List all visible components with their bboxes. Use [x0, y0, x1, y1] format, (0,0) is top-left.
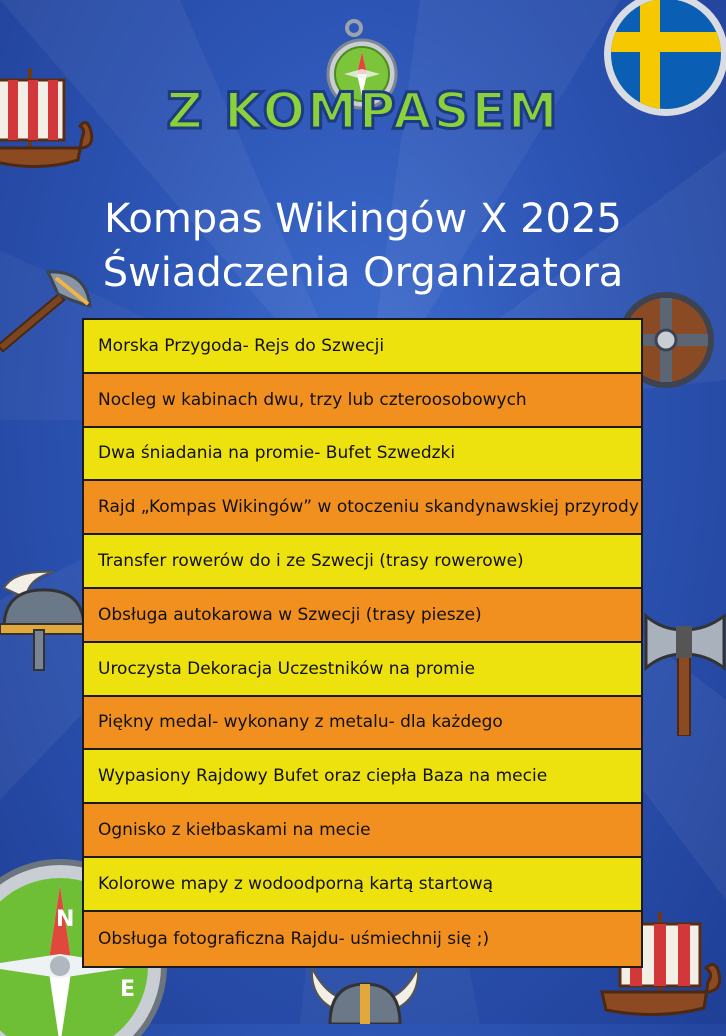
benefit-row: Kolorowe mapy z wodoodporną kartą startową — [84, 858, 641, 912]
benefit-row: Obsługa fotograficzna Rajdu- uśmiechnij się ;) — [84, 912, 641, 966]
page-subtitle: Świadczenia Organizatora — [102, 250, 624, 296]
benefit-row: Piękny medal- wykonany z metalu- dla każdego — [84, 697, 641, 751]
benefit-row: Transfer rowerów do i ze Szwecji (trasy rowerowe) — [84, 535, 641, 589]
benefit-row: Nocleg w kabinach dwu, trzy lub czteroosobowych — [84, 374, 641, 428]
benefit-row: Dwa śniadania na promie- Bufet Szwedzki — [84, 428, 641, 482]
compass-north-letter: N — [56, 907, 75, 932]
benefit-row: Obsługa autokarowa w Szwecji (trasy piesze) — [84, 589, 641, 643]
viking-helmet-icon — [0, 568, 84, 680]
logo — [0, 0, 726, 150]
benefit-row: Rajd „Kompas Wikingów” w otoczeniu skandynawskiej przyrody — [84, 481, 641, 535]
viking-helmet-icon — [306, 962, 424, 1024]
benefit-row: Ognisko z kiełbaskami na mecie — [84, 804, 641, 858]
compass-east-letter: E — [120, 977, 136, 1002]
logo-text: Z KOMPASEM — [166, 82, 560, 140]
page-title: Kompas Wikingów X 2025 — [104, 196, 622, 242]
benefits-table — [82, 318, 643, 968]
axe-icon — [642, 612, 726, 736]
benefit-row: Wypasiony Rajdowy Bufet oraz ciepła Baza na mecie — [84, 750, 641, 804]
benefit-row: Morska Przygoda- Rejs do Szwecji — [84, 320, 641, 374]
benefit-row: Uroczysta Dekoracja Uczestników na promie — [84, 643, 641, 697]
